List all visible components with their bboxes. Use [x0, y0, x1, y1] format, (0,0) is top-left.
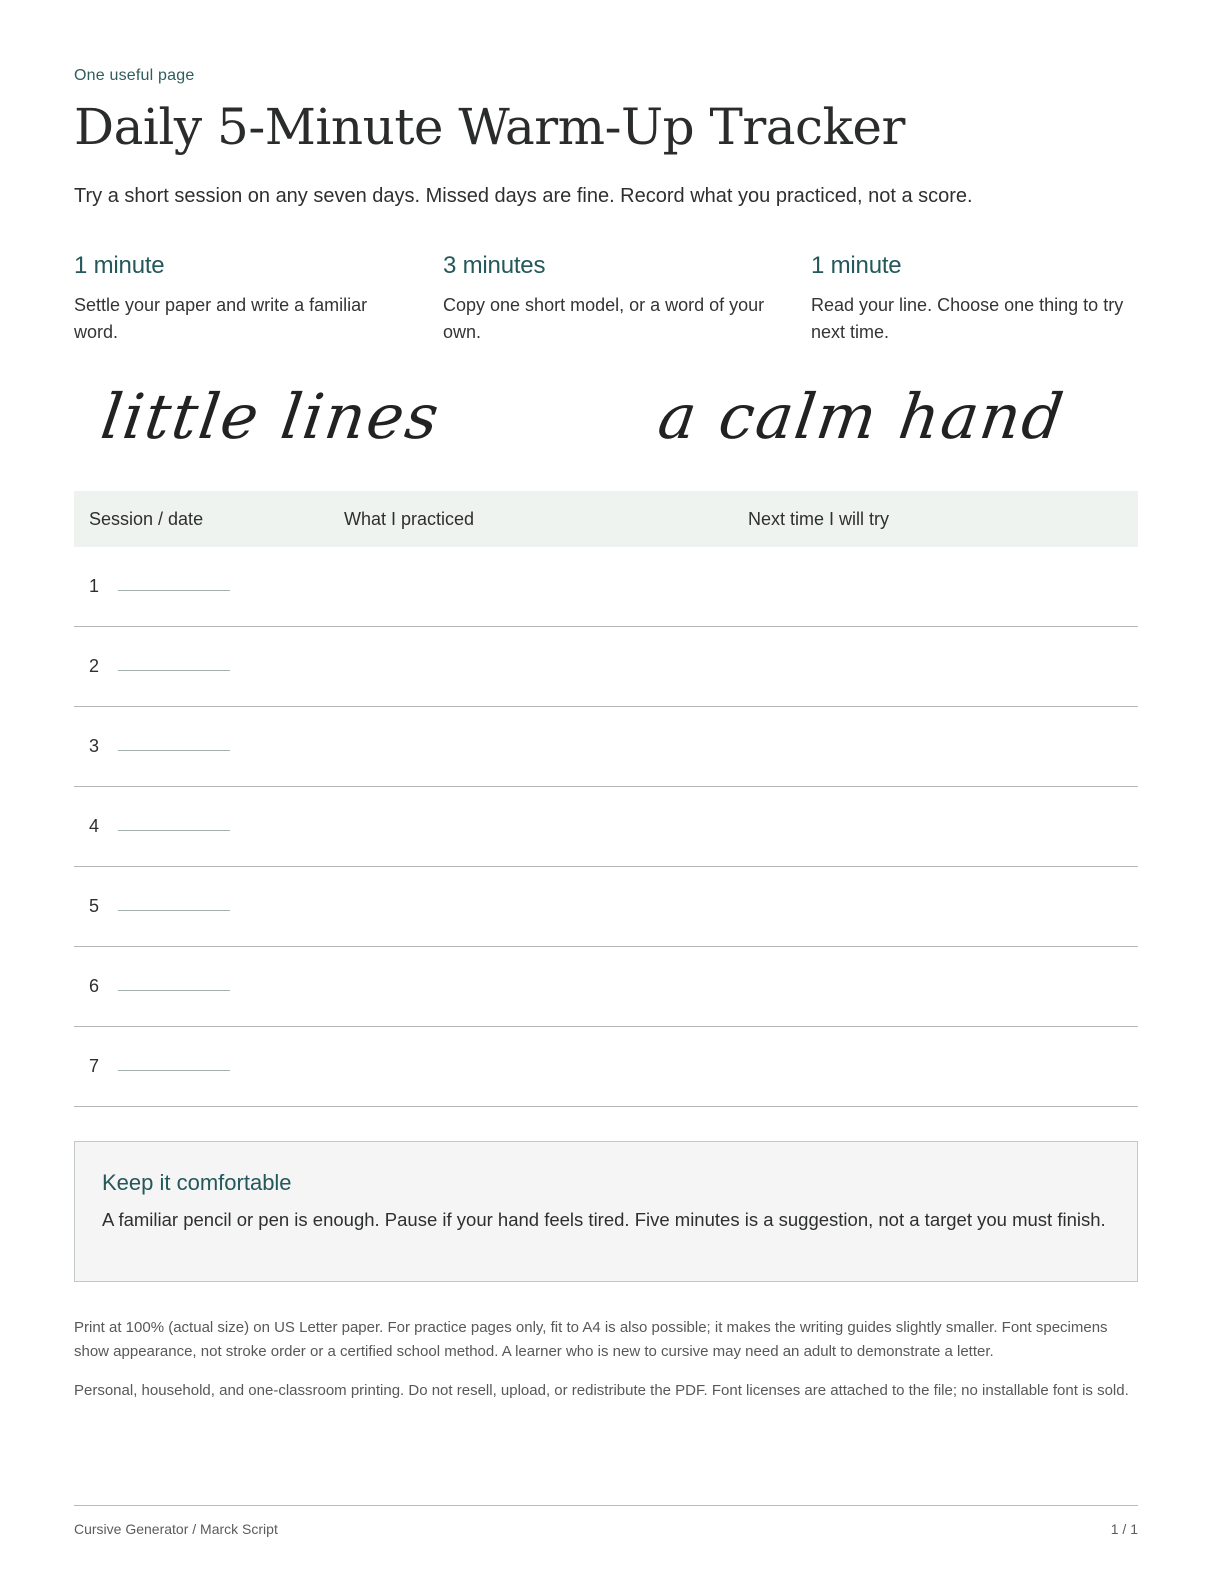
table-row: [74, 867, 1138, 947]
table-row: [74, 627, 1138, 707]
footer-divider: [74, 1505, 1138, 1506]
footer-source: Cursive Generator / Marck Script: [74, 1521, 278, 1537]
cursive-specimens: [74, 380, 1138, 470]
step-review: [811, 252, 1141, 346]
column-header-practiced: What I practiced: [344, 509, 475, 529]
session-log-table: [74, 491, 1138, 1107]
step-time: 1 minute: [74, 252, 165, 279]
date-write-line: [118, 830, 230, 831]
table-header: [74, 491, 1138, 547]
session-number: 4: [89, 816, 100, 836]
callout-body: A familiar pencil or pen is enough. Pause if your hand feels tired. Five minutes is a suggestion, not a target you must finish.: [102, 1209, 1106, 1230]
table-row: [74, 547, 1138, 627]
table-row: [74, 947, 1138, 1027]
step-copy: [443, 252, 773, 346]
step-description: Copy one short model, or a word of your own.: [443, 295, 765, 342]
step-time: 1 minute: [811, 252, 902, 279]
step-settle: [74, 252, 404, 346]
license-note: Personal, household, and one-classroom printing. Do not resell, upload, or redistribute the PDF. Font licenses are attached to the file; no installable font is sold.: [74, 1382, 1129, 1399]
date-write-line: [118, 670, 230, 671]
callout-title: Keep it comfortable: [102, 1170, 292, 1195]
step-description: Settle your paper and write a familiar word.: [74, 295, 368, 342]
column-header-session: Session / date: [89, 509, 204, 529]
intro-text: Try a short session on any seven days. Missed days are fine. Record what you practiced, not a score.: [74, 185, 973, 207]
page-title: Daily 5-Minute Warm-Up Tracker: [74, 98, 905, 156]
specimen-text: a calm hand: [653, 380, 1070, 453]
date-write-line: [118, 590, 230, 591]
step-description: Read your line. Choose one thing to try next time.: [811, 295, 1124, 342]
session-number: 6: [89, 976, 100, 996]
date-write-line: [118, 990, 230, 991]
table-row: [74, 1027, 1138, 1107]
specimen-text: little lines: [96, 380, 445, 453]
table-row: [74, 787, 1138, 867]
eyebrow-label: One useful page: [74, 67, 195, 84]
table-row: [74, 707, 1138, 787]
print-note: Print at 100% (actual size) on US Letter paper. For practice pages only, fit to A4 is also possible; it makes the writing guides slightly smaller. Font specimens show appearance, not stroke order or a certified school method. A learner who is new to cursive may need an adult to demonstrate a letter.: [74, 1319, 1108, 1360]
session-number: 3: [89, 736, 100, 756]
date-write-line: [118, 910, 230, 911]
date-write-line: [118, 1070, 230, 1071]
date-write-line: [118, 750, 230, 751]
session-number: 2: [89, 656, 100, 676]
session-number: 5: [89, 896, 100, 916]
session-number: 7: [89, 1056, 100, 1076]
session-number: 1: [89, 576, 100, 596]
page-number: 1 / 1: [1110, 1521, 1138, 1537]
step-time: 3 minutes: [443, 252, 546, 279]
column-header-next: Next time I will try: [748, 509, 890, 529]
comfort-callout: [74, 1141, 1138, 1282]
